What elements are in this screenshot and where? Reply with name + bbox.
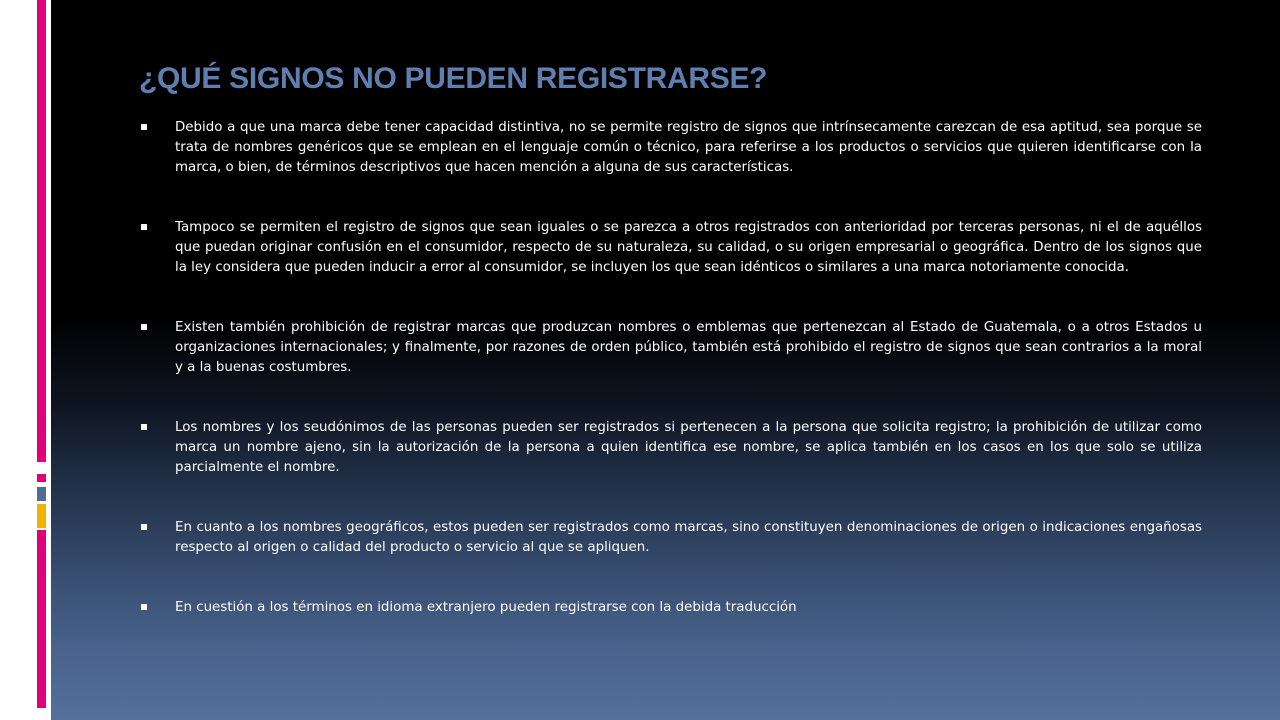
- accent-bar-pink-bottom: [37, 530, 46, 708]
- bullet-text: Debido a que una marca debe tener capacidad distintiva, no se permite registro de signos que intrínsecamente carezcan de esa aptitud, sea porque se trata de nombres genéricos que se emplean en el lenguaje común o técnico, para referirse a los productos o servicios que quieren identificarse con la marca, o bien, de términos descriptivos que hacen mención a alguna de sus características.: [175, 120, 1202, 175]
- bullet-item-prior-registrations: [139, 218, 1202, 278]
- bullet-item-foreign-terms: [139, 598, 1202, 618]
- square-bullet-icon: [141, 224, 147, 230]
- bullet-text: En cuanto a los nombres geográficos, estos pueden ser registrados como marcas, sino constituyen denominaciones de origen o indicaciones engañosas respecto al origen o calidad del producto o servicio al que se apliquen.: [175, 520, 1202, 555]
- square-bullet-icon: [141, 524, 147, 530]
- bullet-item-geographic-names: [139, 518, 1202, 558]
- bullet-text: En cuestión a los términos en idioma extranjero pueden registrarse con la debida traducción: [175, 600, 797, 615]
- bullet-text: Existen también prohibición de registrar marcas que produzcan nombres o emblemas que pertenezcan al Estado de Guatemala, o a otros Estados u organizaciones internacionales; y finalmente, por razones de orden público, también está prohibido el registro de signos que sean contrarios a la moral y a la buenas costumbres.: [175, 320, 1202, 375]
- bullet-list: [139, 118, 1202, 618]
- square-bullet-icon: [141, 124, 147, 130]
- slide-title: ¿QUÉ SIGNOS NO PUEDEN REGISTRARSE?: [139, 62, 768, 95]
- accent-bar-blue: [37, 487, 46, 501]
- accent-stripe-pink-small: [37, 474, 46, 482]
- bullet-item-personal-names: [139, 418, 1202, 478]
- bullet-text: Los nombres y los seudónimos de las personas pueden ser registrados si pertenecen a la persona que solicita registro; la prohibición de utilizar como marca un nombre ajeno, sin la autorización de la persona a quien identifica ese nombre, se aplica también en los casos en los que solo se utiliza parcialmente el nombre.: [175, 420, 1202, 475]
- bullet-item-state-emblems: [139, 318, 1202, 378]
- square-bullet-icon: [141, 424, 147, 430]
- accent-bar-gold: [37, 504, 46, 528]
- accent-bar-pink-top: [37, 0, 46, 462]
- bullet-item-distinctiveness: [139, 118, 1202, 178]
- square-bullet-icon: [141, 604, 147, 610]
- square-bullet-icon: [141, 324, 147, 330]
- bullet-text: Tampoco se permiten el registro de signos que sean iguales o se parezca a otros registrados con anterioridad por terceras personas, ni el de aquéllos que puedan originar confusión en el consumidor, respecto de su naturaleza, su calidad, o su origen empresarial o geográfica. Dentro de los signos que la ley considera que pueden inducir a error al consumidor, se incluyen los que sean idénticos o similares a una marca notoriamente conocida.: [175, 220, 1202, 275]
